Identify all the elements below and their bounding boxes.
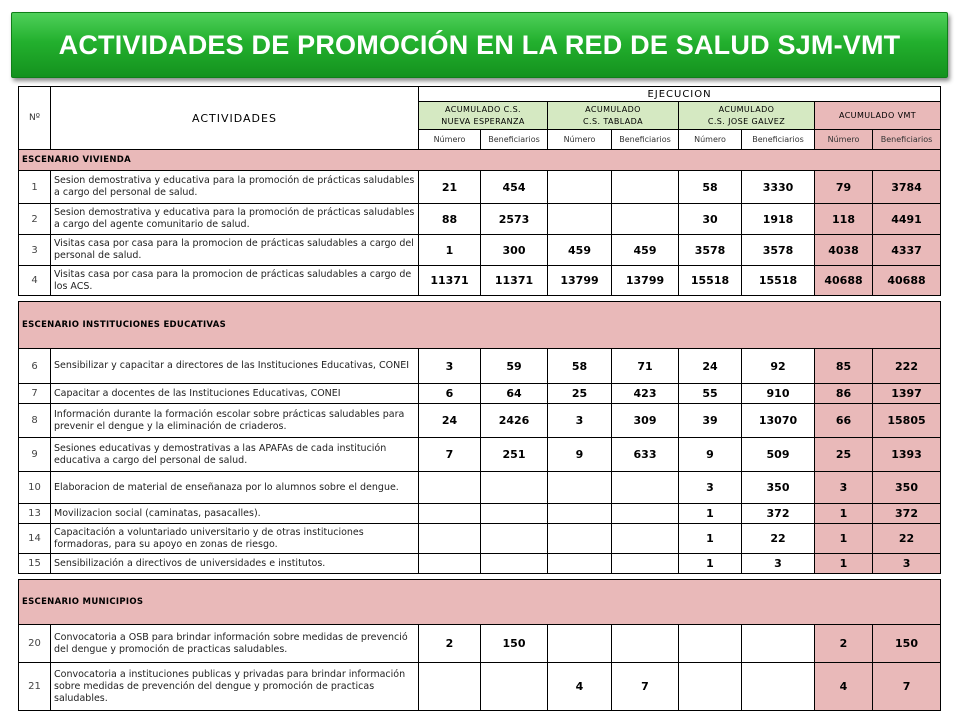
tablada-beneficiaries-cell: 309 — [612, 404, 679, 438]
jg-beneficiaries-cell: 3330 — [742, 171, 815, 204]
tablada-beneficiaries-cell: 459 — [612, 235, 679, 266]
jg-number-cell: 30 — [679, 204, 742, 235]
group-line2: NUEVA ESPERANZA — [441, 116, 525, 126]
group-line2: C.S. TABLADA — [583, 116, 643, 126]
vmt-number-cell: 1 — [815, 554, 873, 574]
row-number: 3 — [19, 235, 51, 266]
activity-description: Sesion demostrativa y educativa para la promoción de prácticas saludables a cargo del personal de salud. — [51, 171, 419, 204]
row-number: 7 — [19, 384, 51, 404]
vmt-number-cell: 85 — [815, 349, 873, 384]
sub-number: Número — [419, 130, 481, 150]
sub-number: Número — [679, 130, 742, 150]
jg-number-cell — [679, 663, 742, 711]
tablada-beneficiaries-cell: 13799 — [612, 266, 679, 296]
row-number: 21 — [19, 663, 51, 711]
ne-beneficiaries-cell: 454 — [481, 171, 548, 204]
ne-beneficiaries-cell: 11371 — [481, 266, 548, 296]
header-group-jose-galvez — [679, 102, 815, 130]
jg-number-cell: 1 — [679, 524, 742, 554]
tablada-number-cell — [548, 554, 612, 574]
group-line1: ACUMULADO — [585, 104, 641, 114]
vmt-number-cell: 1 — [815, 504, 873, 524]
table-row — [19, 171, 941, 204]
activity-description: Sensibilización a directivos de universidades e institutos. — [51, 554, 419, 574]
jg-number-cell: 3578 — [679, 235, 742, 266]
vmt-number-cell: 79 — [815, 171, 873, 204]
vmt-beneficiaries-cell: 40688 — [873, 266, 941, 296]
activity-description: Sesiones educativas y demostrativas a las APAFAs de cada institución educativa a cargo del personal de salud. — [51, 438, 419, 472]
activity-description: Información durante la formación escolar sobre prácticas saludables para prevenir el dengue y la eliminación de criaderos. — [51, 404, 419, 438]
jg-number-cell: 1 — [679, 504, 742, 524]
jg-beneficiaries-cell: 372 — [742, 504, 815, 524]
vmt-number-cell: 118 — [815, 204, 873, 235]
jg-number-cell: 39 — [679, 404, 742, 438]
scenario-label: ESCENARIO MUNICIPIOS — [19, 580, 941, 625]
tablada-beneficiaries-cell: 423 — [612, 384, 679, 404]
ne-number-cell — [419, 524, 481, 554]
jg-beneficiaries-cell: 92 — [742, 349, 815, 384]
tablada-beneficiaries-cell — [612, 625, 679, 663]
group-line1: ACUMULADO VMT — [838, 110, 917, 120]
jg-number-cell: 58 — [679, 171, 742, 204]
ne-number-cell: 3 — [419, 349, 481, 384]
vmt-beneficiaries-cell: 350 — [873, 472, 941, 504]
vmt-number-cell: 1 — [815, 524, 873, 554]
activity-description: Elaboracion de material de enseñanaza por lo alumnos sobre el dengue. — [51, 472, 419, 504]
page-title: ACTIVIDADES DE PROMOCIÓN EN LA RED DE SALUD SJM-VMT — [58, 29, 901, 60]
group-line2: C.S. JOSE GALVEZ — [707, 116, 786, 126]
vmt-beneficiaries-cell: 3 — [873, 554, 941, 574]
jg-beneficiaries-cell: 350 — [742, 472, 815, 504]
vmt-number-cell: 4038 — [815, 235, 873, 266]
table-row — [19, 663, 941, 711]
row-number: 15 — [19, 554, 51, 574]
table-row — [19, 554, 941, 574]
vmt-beneficiaries-cell: 222 — [873, 349, 941, 384]
table-row — [19, 504, 941, 524]
jg-beneficiaries-cell: 3578 — [742, 235, 815, 266]
activity-description: Sesion demostrativa y educativa para la promoción de prácticas saludables a cargo del agente comunitario de salud. — [51, 204, 419, 235]
ne-number-cell — [419, 504, 481, 524]
ne-beneficiaries-cell: 150 — [481, 625, 548, 663]
tablada-number-cell: 459 — [548, 235, 612, 266]
vmt-number-cell: 25 — [815, 438, 873, 472]
row-number: 2 — [19, 204, 51, 235]
ne-beneficiaries-cell: 2573 — [481, 204, 548, 235]
vmt-beneficiaries-cell: 7 — [873, 663, 941, 711]
vmt-number-cell: 86 — [815, 384, 873, 404]
activity-description: Convocatoria a OSB para brindar información sobre medidas de prevenció del dengue y promoción de practicas saludables. — [51, 625, 419, 663]
table-row — [19, 625, 941, 663]
group-line1: ACUMULADO — [718, 104, 775, 114]
jg-beneficiaries-cell — [742, 663, 815, 711]
jg-number-cell: 3 — [679, 472, 742, 504]
tablada-number-cell — [548, 524, 612, 554]
ne-number-cell: 1 — [419, 235, 481, 266]
ne-beneficiaries-cell — [481, 504, 548, 524]
jg-number-cell: 1 — [679, 554, 742, 574]
ne-number-cell — [419, 554, 481, 574]
activity-description: Capacitar a docentes de las Instituciones Educativas, CONEI — [51, 384, 419, 404]
row-number: 6 — [19, 349, 51, 384]
row-number: 20 — [19, 625, 51, 663]
tablada-number-cell — [548, 504, 612, 524]
tablada-number-cell: 25 — [548, 384, 612, 404]
activity-description: Convocatoria a instituciones publicas y privadas para brindar información sobre medidas de prevención del dengue y promoción de practicas saludables. — [51, 663, 419, 711]
ne-number-cell: 88 — [419, 204, 481, 235]
tablada-beneficiaries-cell — [612, 504, 679, 524]
tablada-beneficiaries-cell — [612, 524, 679, 554]
sub-beneficiaries: Beneficiarios — [742, 130, 815, 150]
ne-number-cell: 7 — [419, 438, 481, 472]
tablada-beneficiaries-cell — [612, 204, 679, 235]
jg-beneficiaries-cell: 1918 — [742, 204, 815, 235]
table-row — [19, 438, 941, 472]
tablada-number-cell — [548, 625, 612, 663]
tablada-number-cell — [548, 472, 612, 504]
tablada-number-cell — [548, 171, 612, 204]
tablada-beneficiaries-cell: 7 — [612, 663, 679, 711]
table-row — [19, 384, 941, 404]
header-group-vmt — [815, 102, 941, 130]
ne-number-cell — [419, 663, 481, 711]
tablada-beneficiaries-cell — [612, 554, 679, 574]
group-line1: ACUMULADO C.S. — [445, 104, 521, 114]
ne-beneficiaries-cell: 300 — [481, 235, 548, 266]
sub-beneficiaries: Beneficiarios — [612, 130, 679, 150]
jg-beneficiaries-cell: 22 — [742, 524, 815, 554]
table-row — [19, 404, 941, 438]
ne-number-cell — [419, 472, 481, 504]
ne-number-cell: 21 — [419, 171, 481, 204]
header-activities: ACTIVIDADES — [51, 87, 419, 150]
jg-beneficiaries-cell: 3 — [742, 554, 815, 574]
row-number: 1 — [19, 171, 51, 204]
header-num: Nº — [19, 87, 51, 150]
ne-beneficiaries-cell — [481, 663, 548, 711]
scenario-label: ESCENARIO VIVIENDA — [19, 150, 941, 171]
jg-number-cell: 24 — [679, 349, 742, 384]
tablada-number-cell: 3 — [548, 404, 612, 438]
activity-description: Visitas casa por casa para la promocion de prácticas saludables a cargo del personal de salud. — [51, 235, 419, 266]
vmt-beneficiaries-cell: 3784 — [873, 171, 941, 204]
tablada-number-cell: 58 — [548, 349, 612, 384]
ne-beneficiaries-cell: 64 — [481, 384, 548, 404]
table-row — [19, 235, 941, 266]
vmt-beneficiaries-cell: 150 — [873, 625, 941, 663]
scenario-row — [19, 150, 941, 171]
vmt-beneficiaries-cell: 22 — [873, 524, 941, 554]
ne-number-cell: 6 — [419, 384, 481, 404]
jg-number-cell: 15518 — [679, 266, 742, 296]
ne-number-cell: 2 — [419, 625, 481, 663]
jg-beneficiaries-cell — [742, 625, 815, 663]
header-group-nueva-esperanza — [419, 102, 548, 130]
row-number: 9 — [19, 438, 51, 472]
vmt-beneficiaries-cell: 372 — [873, 504, 941, 524]
activity-description: Visitas casa por casa para la promocion de prácticas saludables a cargo de los ACS. — [51, 266, 419, 296]
tablada-beneficiaries-cell — [612, 472, 679, 504]
table-row — [19, 349, 941, 384]
scenario-label: ESCENARIO INSTITUCIONES EDUCATIVAS — [19, 302, 941, 349]
ne-beneficiaries-cell: 59 — [481, 349, 548, 384]
table-row — [19, 524, 941, 554]
tablada-number-cell: 13799 — [548, 266, 612, 296]
row-number: 13 — [19, 504, 51, 524]
vmt-beneficiaries-cell: 1393 — [873, 438, 941, 472]
tablada-number-cell: 4 — [548, 663, 612, 711]
ne-beneficiaries-cell: 251 — [481, 438, 548, 472]
vmt-beneficiaries-cell: 1397 — [873, 384, 941, 404]
activity-description: Movilizacion social (caminatas, pasacalles). — [51, 504, 419, 524]
table-row — [19, 204, 941, 235]
vmt-number-cell: 4 — [815, 663, 873, 711]
scenario-row — [19, 302, 941, 349]
vmt-number-cell: 2 — [815, 625, 873, 663]
vmt-number-cell: 3 — [815, 472, 873, 504]
scenario-row — [19, 580, 941, 625]
row-number: 4 — [19, 266, 51, 296]
row-number: 14 — [19, 524, 51, 554]
row-number: 8 — [19, 404, 51, 438]
vmt-number-cell: 66 — [815, 404, 873, 438]
ne-beneficiaries-cell — [481, 524, 548, 554]
jg-number-cell: 9 — [679, 438, 742, 472]
row-number: 10 — [19, 472, 51, 504]
tablada-beneficiaries-cell — [612, 171, 679, 204]
activities-table — [18, 86, 941, 711]
tablada-number-cell: 9 — [548, 438, 612, 472]
activity-description: Capacitación a voluntariado universitario y de otras instituciones formadoras, para su apoyo en zonas de riesgo. — [51, 524, 419, 554]
vmt-beneficiaries-cell: 4491 — [873, 204, 941, 235]
jg-number-cell: 55 — [679, 384, 742, 404]
tablada-number-cell — [548, 204, 612, 235]
tablada-beneficiaries-cell: 71 — [612, 349, 679, 384]
header-group-tablada — [548, 102, 679, 130]
ne-beneficiaries-cell: 2426 — [481, 404, 548, 438]
vmt-number-cell: 40688 — [815, 266, 873, 296]
sub-beneficiaries: Beneficiarios — [481, 130, 548, 150]
ne-number-cell: 24 — [419, 404, 481, 438]
jg-beneficiaries-cell: 15518 — [742, 266, 815, 296]
activity-description: Sensibilizar y capacitar a directores de las Instituciones Educativas, CONEI — [51, 349, 419, 384]
vmt-beneficiaries-cell: 15805 — [873, 404, 941, 438]
jg-beneficiaries-cell: 509 — [742, 438, 815, 472]
ne-beneficiaries-cell — [481, 554, 548, 574]
jg-number-cell — [679, 625, 742, 663]
title-banner — [11, 12, 948, 78]
sub-number: Número — [548, 130, 612, 150]
jg-beneficiaries-cell: 910 — [742, 384, 815, 404]
vmt-beneficiaries-cell: 4337 — [873, 235, 941, 266]
sub-number: Número — [815, 130, 873, 150]
ne-number-cell: 11371 — [419, 266, 481, 296]
jg-beneficiaries-cell: 13070 — [742, 404, 815, 438]
header-execution: EJECUCION — [419, 87, 941, 102]
tablada-beneficiaries-cell: 633 — [612, 438, 679, 472]
ne-beneficiaries-cell — [481, 472, 548, 504]
sub-beneficiaries: Beneficiarios — [873, 130, 941, 150]
table-row — [19, 472, 941, 504]
table-row — [19, 266, 941, 296]
